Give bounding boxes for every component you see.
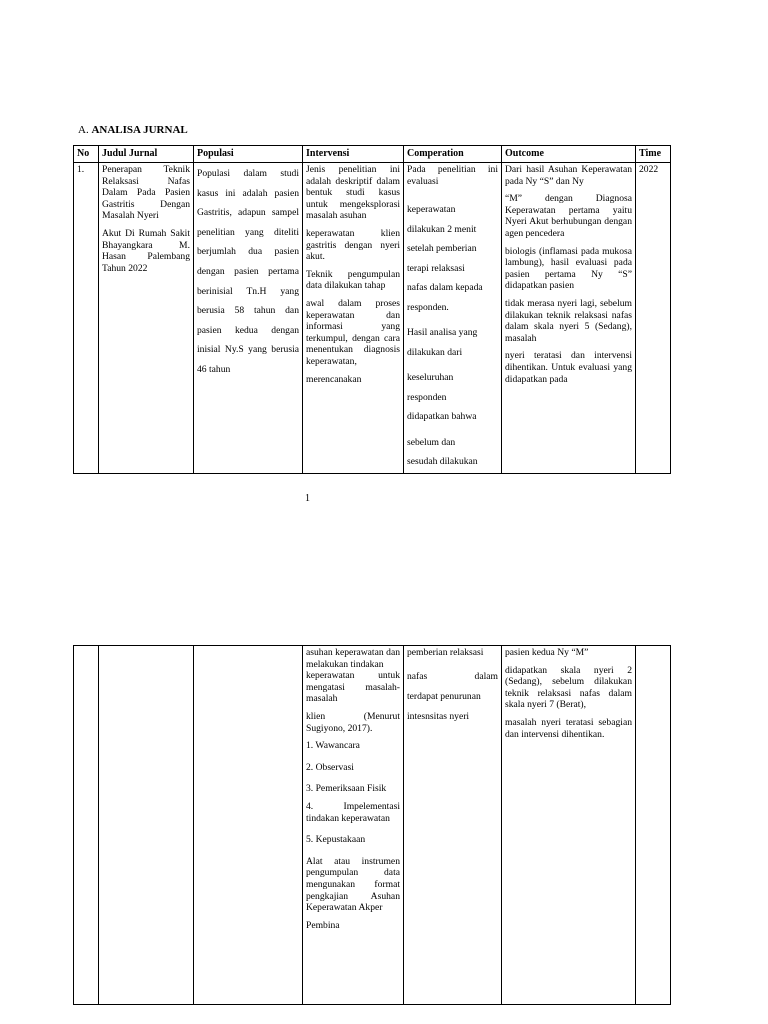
- cell-comperation: [404, 163, 502, 474]
- cell-intervensi: [303, 646, 404, 1005]
- comperation-line: didapatkan bahwa: [407, 411, 477, 422]
- intervensi-text: merencanakan: [306, 373, 362, 385]
- comperation-line: terapi relaksasi: [407, 262, 465, 274]
- outcome-text: didapatkan skala nyeri 2 (Sedang), sebelum dilakukan teknik relaksasi nafas dalam skala nyeri 7 (Berat),: [505, 664, 632, 711]
- header-time: Time: [636, 146, 671, 163]
- comperation-line: nafas dalam kepada: [407, 282, 483, 293]
- comperation-line: intesnsitas nyeri: [407, 711, 470, 722]
- intervensi-text: 5. Kepustakaan: [306, 834, 366, 846]
- intervensi-text: keperawatan klien gastritis dengan nyeri akut.: [306, 227, 400, 263]
- comperation-line: pemberian relaksasi: [407, 647, 484, 658]
- cell-intervensi: [303, 163, 404, 474]
- cell-judul: [99, 163, 194, 474]
- cell-no: 1.: [74, 163, 99, 474]
- intervensi-text: keperawatan untuk mengatasi masalah-masalah: [306, 670, 400, 705]
- comperation-line: responden: [407, 391, 447, 403]
- header-judul: Judul Jurnal: [99, 146, 194, 163]
- intervensi-text: Pembina: [306, 919, 340, 931]
- comperation-line: dilakukan dari: [407, 346, 463, 358]
- outcome-text: pasien kedua Ny “M”: [505, 647, 589, 658]
- cell-comperation: [404, 646, 502, 1005]
- outcome-text: nyeri teratasi dan intervensi dihentikan. Untuk evaluasi yang didapatkan pada: [505, 350, 632, 385]
- comperation-line: keperawatan: [407, 204, 456, 215]
- cell-populasi: [194, 646, 303, 1005]
- comperation-line: setelah pemberian: [407, 243, 477, 254]
- comperation-line: terdapat penurunan: [407, 691, 481, 702]
- intervensi-text: Jenis penelitian ini adalah deskriptif dalam bentuk studi kasus untuk mengeksplorasi masalah asuhan: [306, 164, 400, 222]
- section-prefix: A.: [78, 124, 89, 136]
- intervensi-text: 4. Impelementasi tindakan keperawatan: [306, 800, 400, 824]
- comperation-line: sesudah dilakukan: [407, 456, 478, 467]
- outcome-text: biologis (inflamasi pada mukosa lambung), hasil evaluasi pada pasien pertama Ny “S” didapatkan pasien: [505, 245, 632, 292]
- intervensi-text: 1. Wawancara: [306, 740, 360, 752]
- comperation-line: dilakukan 2 menit: [407, 223, 477, 235]
- intervensi-text: Alat atau instrumen pengumpulan data mengunakan format pengkajian Asuhan Keperawatan Akper: [306, 855, 400, 914]
- cell-populasi: [194, 163, 303, 474]
- table-row: [74, 646, 671, 1005]
- cell-outcome: [502, 163, 636, 474]
- cell-outcome: [502, 646, 636, 1005]
- intervensi-text: Teknik pengumpulan data dilakukan tahap: [306, 268, 400, 292]
- comperation-line: Hasil analisa yang: [407, 327, 478, 338]
- cell-judul: [99, 646, 194, 1005]
- comperation-line: keseluruhan: [407, 372, 454, 383]
- header-populasi: Populasi: [194, 146, 303, 163]
- judul-text: Akut Di Rumah Sakit Bhayangkara M. Hasan Palembang Tahun 2022: [102, 227, 190, 274]
- analysis-table-page-1: [73, 145, 671, 474]
- cell-time: 2022: [636, 163, 671, 474]
- intervensi-text: awal dalam proses keperawatan dan informasi yang terkumpul, dengan cara menentukan diagnosis keperawatan,: [306, 297, 400, 367]
- section-title: ANALISA JURNAL: [91, 124, 188, 136]
- outcome-text: “M” dengan Diagnosa Keperawatan pertama yaitu Nyeri Akut berhubungan dengan agen pencedera: [505, 193, 632, 239]
- comperation-line: sebelum dan: [407, 436, 456, 448]
- outcome-text: masalah nyeri teratasi sebagian dan intervensi dihentikan.: [505, 716, 632, 740]
- outcome-text: Dari hasil Asuhan Keperawatan pada Ny “S” dan Ny: [505, 164, 632, 187]
- header-no: No: [74, 146, 99, 163]
- intervensi-text: 2. Observasi: [306, 761, 354, 773]
- header-outcome: Outcome: [502, 146, 636, 163]
- intervensi-text: asuhan keperawatan dan melakukan tindakan: [306, 647, 400, 670]
- table-header-row: [74, 146, 671, 163]
- header-intervensi: Intervensi: [303, 146, 404, 163]
- header-comperation: Comperation: [404, 146, 502, 163]
- intervensi-text: 3. Pemeriksaan Fisik: [306, 783, 387, 795]
- outcome-text: tidak merasa nyeri lagi, sebelum dilakukan teknik relaksasi nafas dalam skala nyeri 5 (Sedang), masalah: [505, 297, 632, 344]
- page-number: 1: [305, 493, 310, 504]
- judul-text: Penerapan Teknik Relaksasi Nafas Dalam Pada Pasien Gastritis Dengan Masalah Nyeri: [102, 164, 190, 222]
- table-row: [74, 163, 671, 474]
- comperation-line: responden.: [407, 301, 449, 313]
- comperation-line: Pada penelitian ini evaluasi: [407, 164, 498, 187]
- intervensi-text: klien (Menurut Sugiyono, 2017).: [306, 710, 400, 734]
- populasi-text: Populasi dalam studi kasus ini adalah pasien Gastritis, adapun sampel penelitian yang diteliti berjumlah dua pasien dengan pasien pertama berinisial Tn.H yang berusia 58 tahun dan pasien kedua dengan inisial Ny.S yang berusia 46 tahun: [197, 168, 299, 375]
- comperation-line: nafas dalam: [407, 671, 498, 682]
- cell-no: [74, 646, 99, 1005]
- cell-time: [636, 646, 671, 1005]
- analysis-table-page-2: [73, 645, 671, 1005]
- section-heading: [78, 124, 188, 136]
